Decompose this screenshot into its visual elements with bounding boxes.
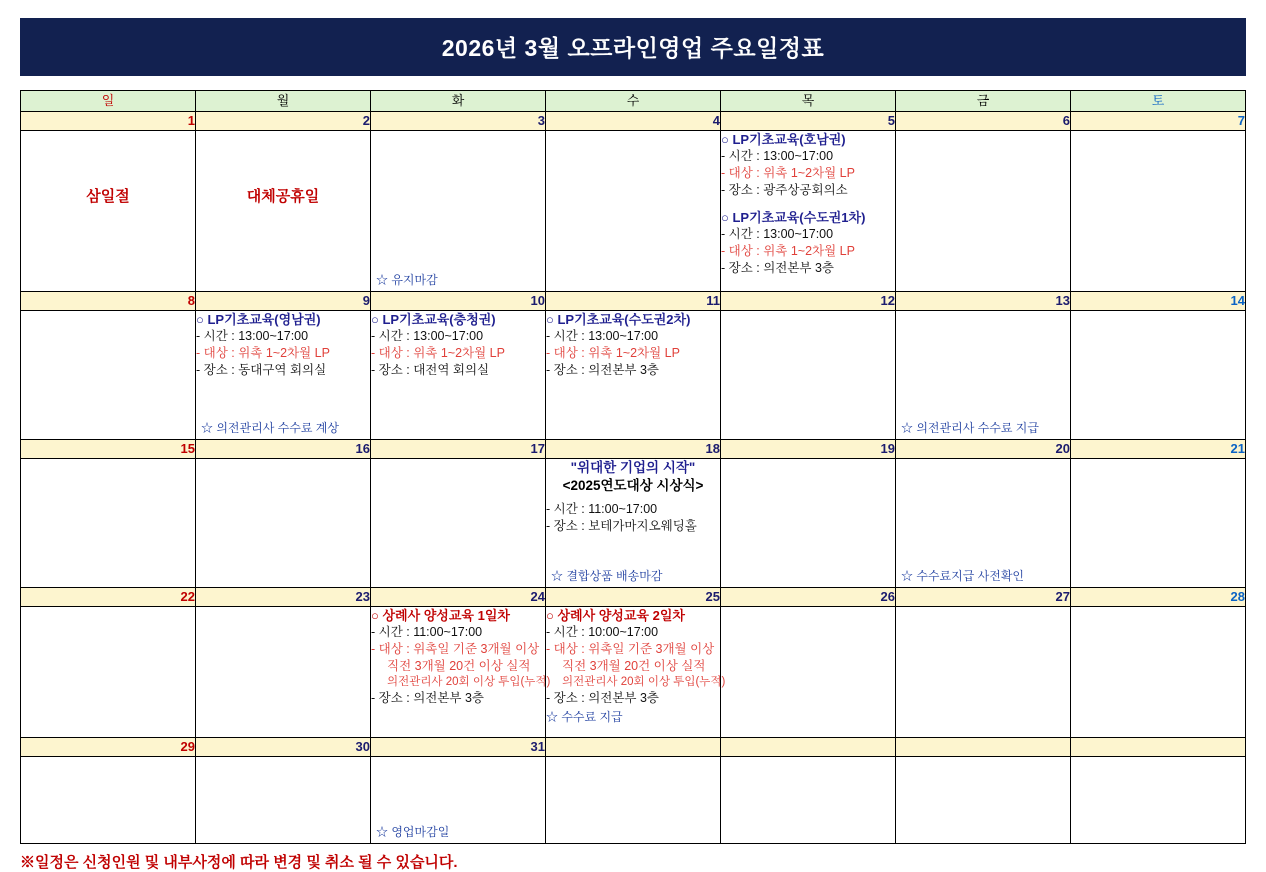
event-line-target: - 대상 : 위촉 1~2차월 LP (721, 243, 855, 258)
day-cell (21, 607, 196, 738)
weekday-header-fri: 금 (896, 91, 1071, 112)
calendar-table (20, 90, 1246, 844)
weekday-header-mon: 월 (196, 91, 371, 112)
content-row-week1 (21, 131, 1246, 292)
award-title: "위대한 기업의 시작" (570, 460, 696, 475)
event-item (721, 131, 895, 199)
event-title: ○ LP기초교육(영남권) (196, 312, 321, 327)
date-number: 29 (21, 738, 196, 757)
event-line-place: - 장소 : 보테가마지오웨딩홀 (546, 518, 697, 533)
date-number: 21 (1071, 440, 1246, 459)
event-line-place: - 장소 : 대전역 회의실 (371, 362, 490, 377)
day-cell (196, 757, 371, 844)
date-number: 11 (546, 292, 721, 311)
day-cell (371, 131, 546, 292)
date-number: 2 (196, 112, 371, 131)
day-cell (546, 311, 721, 440)
event-item (721, 209, 895, 277)
date-number: 10 (371, 292, 546, 311)
event-line-time: - 시간 : 13:00~17:00 (546, 329, 659, 344)
date-number: 27 (896, 588, 1071, 607)
event-title: ○ LP기초교육(충청권) (371, 312, 496, 327)
date-number: 5 (721, 112, 896, 131)
weekday-header-tue: 화 (371, 91, 546, 112)
day-cell (721, 131, 896, 292)
date-number: 16 (196, 440, 371, 459)
date-number (896, 738, 1071, 757)
day-note: ☆ 수수료지급 사전확인 (901, 568, 1024, 583)
event-line-place: - 장소 : 의전본부 3층 (546, 691, 660, 706)
day-cell (21, 757, 196, 844)
date-number: 31 (371, 738, 546, 757)
date-number (1071, 738, 1246, 757)
date-number: 24 (371, 588, 546, 607)
event-line-target-cont: 의전관리사 20회 이상 투입(누적) (387, 675, 551, 688)
event-line-time: - 시간 : 13:00~17:00 (721, 149, 834, 164)
event-line-target: - 대상 : 위촉일 기준 3개월 이상 (546, 642, 715, 657)
day-cell (896, 757, 1071, 844)
award-subtitle: <2025연도대상 시상식> (562, 478, 704, 494)
weekday-header-thu: 목 (721, 91, 896, 112)
event-title: ○ 상례사 양성교육 1일차 (371, 608, 510, 623)
day-cell (1071, 459, 1246, 588)
day-note: ☆ 의전관리사 수수료 계상 (201, 420, 339, 435)
date-number: 12 (721, 292, 896, 311)
day-cell (1071, 607, 1246, 738)
date-number (721, 738, 896, 757)
event-line-target-cont: 직전 3개월 20건 이상 실적 (562, 658, 706, 673)
day-cell (1071, 757, 1246, 844)
weekday-header-row (21, 91, 1246, 112)
date-row-week5 (21, 738, 1246, 757)
event-item (371, 311, 545, 379)
day-cell (896, 311, 1071, 440)
date-number: 4 (546, 112, 721, 131)
calendar-body (21, 112, 1246, 844)
day-note: ☆ 유지마감 (376, 272, 438, 287)
event-item (371, 607, 551, 707)
event-title: ○ 상례사 양성교육 2일차 (546, 608, 685, 623)
event-line-place: - 장소 : 광주상공회의소 (721, 182, 848, 197)
date-number: 17 (371, 440, 546, 459)
date-number: 25 (546, 588, 721, 607)
day-note: ☆ 수수료 지급 (546, 709, 623, 724)
day-cell (196, 459, 371, 588)
date-number: 7 (1071, 112, 1246, 131)
event-line-time: - 시간 : 13:00~17:00 (371, 329, 484, 344)
weekday-header-wed: 수 (546, 91, 721, 112)
date-number: 26 (721, 588, 896, 607)
event-line-target-cont: 의전관리사 20회 이상 투입(누적) (562, 675, 726, 688)
date-number: 14 (1071, 292, 1246, 311)
event-title: ○ LP기초교육(수도권1차) (721, 209, 866, 225)
event-line-target: - 대상 : 위촉 1~2차월 LP (196, 346, 330, 361)
event-line-target-cont: 직전 3개월 20건 이상 실적 (387, 658, 531, 673)
date-number: 22 (21, 588, 196, 607)
content-row-week4 (21, 607, 1246, 738)
date-row-week1 (21, 112, 1246, 131)
day-note: ☆ 결합상품 배송마감 (551, 568, 663, 583)
day-cell (196, 131, 371, 292)
event-item (196, 311, 370, 379)
date-row-week3 (21, 440, 1246, 459)
date-number: 23 (196, 588, 371, 607)
day-cell (21, 131, 196, 292)
day-cell (371, 459, 546, 588)
day-cell (721, 757, 896, 844)
date-number: 6 (896, 112, 1071, 131)
day-cell (371, 311, 546, 440)
event-line-time: - 시간 : 11:00~17:00 (371, 625, 483, 640)
event-line-target: - 대상 : 위촉 1~2차월 LP (721, 166, 855, 181)
day-cell (896, 131, 1071, 292)
holiday-label: 삼일절 (86, 188, 130, 205)
event-line-place: - 장소 : 의전본부 3층 (721, 260, 835, 275)
event-line-time: - 시간 : 10:00~17:00 (546, 625, 659, 640)
event-spacer (721, 201, 895, 209)
day-cell (371, 607, 551, 738)
holiday-label: 대체공휴일 (246, 188, 320, 205)
day-cell (546, 757, 721, 844)
event-item (546, 607, 726, 707)
footer-note: ※일정은 신청인원 및 내부사정에 따라 변경 및 취소 될 수 있습니다. (20, 854, 458, 871)
day-note: ☆ 영업마감일 (376, 824, 450, 839)
date-number: 3 (371, 112, 546, 131)
day-cell (546, 131, 721, 292)
day-cell (21, 311, 196, 440)
day-cell (1071, 311, 1246, 440)
event-item (546, 311, 720, 379)
weekday-header-sat: 토 (1071, 91, 1246, 112)
day-cell (721, 311, 896, 440)
date-row-week4 (21, 588, 1246, 607)
date-number: 18 (546, 440, 721, 459)
page-title: 2026년 3월 오프라인영업 주요일정표 (20, 18, 1246, 76)
event-line-time: - 시간 : 11:00~17:00 (546, 502, 658, 517)
event-title: ○ LP기초교육(수도권2차) (546, 312, 691, 327)
weekday-header-sun: 일 (21, 91, 196, 112)
event-line-target: - 대상 : 위촉 1~2차월 LP (546, 346, 680, 361)
day-cell (1071, 131, 1246, 292)
content-row-week5 (21, 757, 1246, 844)
event-line-target: - 대상 : 위촉 1~2차월 LP (371, 346, 505, 361)
event-line-time: - 시간 : 13:00~17:00 (196, 329, 309, 344)
event-line-place: - 장소 : 의전본부 3층 (371, 691, 485, 706)
date-number: 20 (896, 440, 1071, 459)
event-line-time: - 시간 : 13:00~17:00 (721, 227, 834, 242)
day-cell (196, 607, 371, 738)
event-line-place: - 장소 : 의전본부 3층 (546, 362, 660, 377)
day-cell (371, 757, 546, 844)
date-row-week2 (21, 292, 1246, 311)
date-number (546, 738, 721, 757)
date-number: 28 (1071, 588, 1246, 607)
day-cell (721, 459, 896, 588)
date-number: 15 (21, 440, 196, 459)
date-number: 19 (721, 440, 896, 459)
day-cell (896, 459, 1071, 588)
event-line-target: - 대상 : 위촉일 기준 3개월 이상 (371, 642, 540, 657)
day-cell (896, 607, 1071, 738)
event-line-place: - 장소 : 동대구역 회의실 (196, 362, 327, 377)
event-title: ○ LP기초교육(호남권) (721, 132, 846, 147)
date-number: 30 (196, 738, 371, 757)
date-number: 13 (896, 292, 1071, 311)
day-cell (546, 459, 721, 588)
date-number: 9 (196, 292, 371, 311)
date-number: 8 (21, 292, 196, 311)
day-cell (546, 607, 726, 738)
day-note: ☆ 의전관리사 수수료 지급 (901, 420, 1039, 435)
date-number: 1 (21, 112, 196, 131)
day-cell (196, 311, 371, 440)
day-cell (721, 607, 896, 738)
content-row-week3 (21, 459, 1246, 588)
day-cell (21, 459, 196, 588)
content-row-week2 (21, 311, 1246, 440)
